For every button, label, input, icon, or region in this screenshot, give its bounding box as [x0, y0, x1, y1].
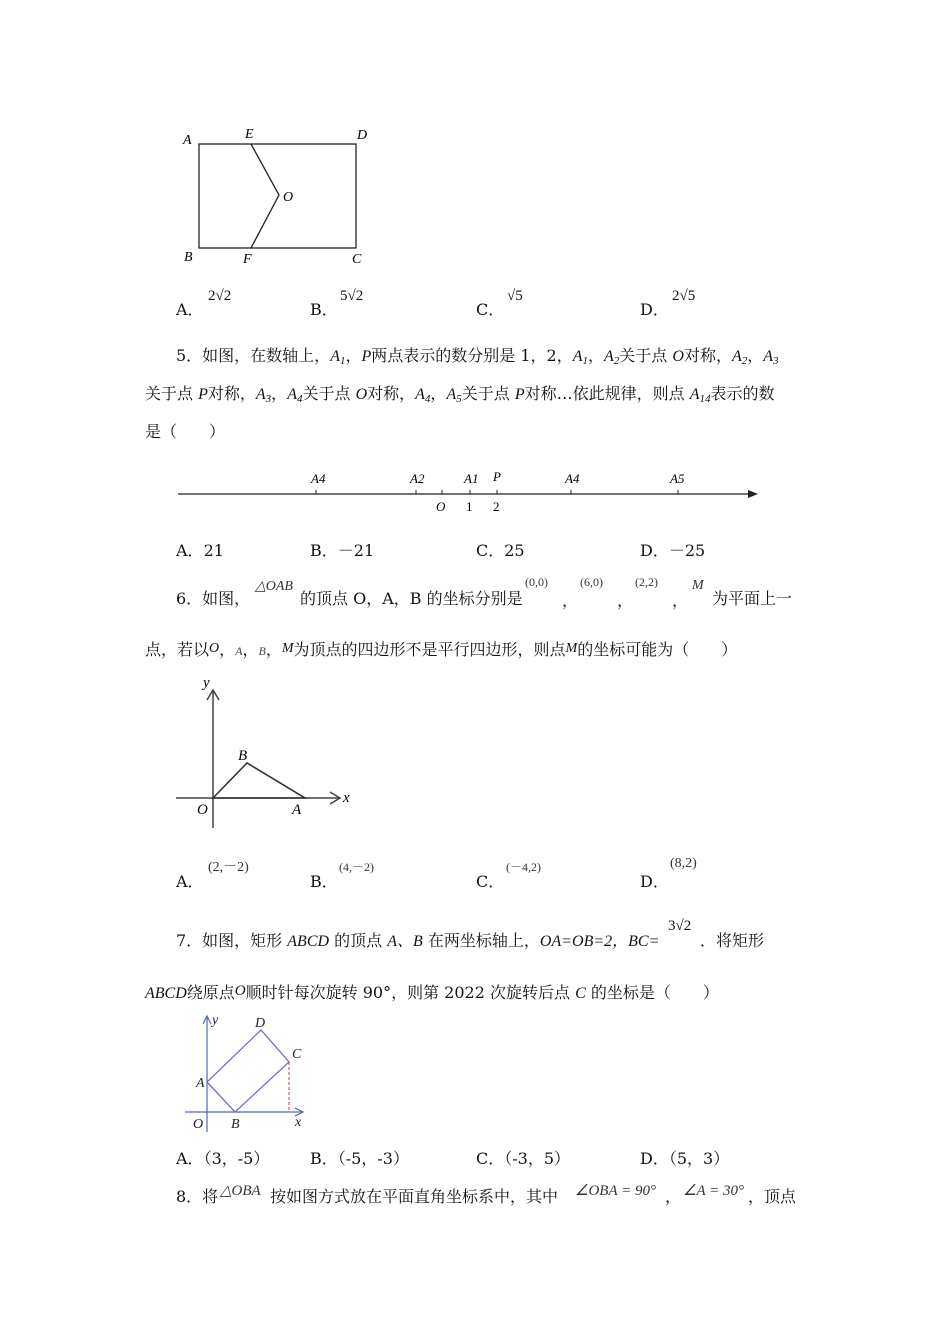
q6-triangle-oab: △OAB — [255, 579, 293, 594]
q6-line-1-mid: 的顶点 O，A，B 的坐标分别是 — [300, 589, 523, 608]
rectangle-figure — [175, 120, 385, 270]
axis-label-a4-right: A4 — [565, 471, 580, 486]
q4-option-b-value: 5√2 — [340, 288, 364, 304]
q6-coord-b: (2,2) — [635, 575, 658, 589]
q4-option-a: A． — [176, 300, 204, 319]
q7-vertex-d-label: D — [255, 1016, 266, 1031]
q7-origin-label: O — [193, 1117, 204, 1132]
q6-vertex-b-label: B — [238, 748, 248, 764]
q8-line-1-start: 8．将 — [176, 1187, 219, 1206]
q5-option-a: A．21 — [176, 541, 224, 560]
q6-line-1-start: 6．如图， — [176, 589, 251, 608]
q4-option-c: C． — [476, 300, 505, 319]
q6-comma-3: ， — [672, 591, 689, 610]
number-line-figure — [170, 466, 770, 520]
label-B: B — [184, 250, 193, 265]
axis-label-a4-left: A4 — [311, 471, 326, 486]
q6-origin-label: O — [197, 802, 208, 818]
q7-option-d: D．（5，3） — [640, 1149, 730, 1168]
q6-option-c: C． — [476, 872, 505, 891]
q7-axis-x-label: x — [295, 1115, 302, 1130]
q5-option-b: B．－21 — [310, 541, 375, 560]
q5-line-3: 是（ ） — [145, 422, 226, 441]
q5-line-2: 关于点 P对称，$A_3$，$A_4$关于点 O对称，$A_4$，$A_5$关于点 P对称…依此规律，则点 $A_{14}$表示的数 — [145, 384, 775, 405]
label-O: O — [283, 190, 294, 205]
label-C: C — [352, 252, 362, 267]
q6-option-b: B． — [310, 872, 338, 891]
label-A: A — [183, 133, 192, 148]
axis-tick-o: O — [436, 499, 446, 514]
q8-comma: ， — [665, 1187, 682, 1206]
q4-option-b: B． — [310, 300, 338, 319]
label-E: E — [245, 127, 254, 142]
q5-option-c: C．25 — [476, 541, 525, 560]
label-D: D — [357, 128, 368, 143]
axis-tick-1: 1 — [466, 499, 473, 514]
q6-line-1-end: 为平面上一 — [712, 589, 793, 608]
q7-option-b: B．（-5，-3） — [310, 1149, 409, 1168]
q6-option-b-value: (4,－2) — [339, 860, 374, 874]
q5-option-d: D．－25 — [640, 541, 706, 560]
q7-line-2: ABCD绕原点O顺时针每次旋转 90°，则第 2022 次旋转后点 C 的坐标是（ ） — [145, 983, 719, 1002]
q7-rectangle-figure — [185, 1010, 315, 1135]
axis-label-a1: A1 — [464, 471, 479, 486]
q6-option-d: D． — [640, 872, 669, 891]
q7-vertex-a-label: A — [196, 1076, 205, 1091]
q6-option-a: A． — [176, 872, 204, 891]
q6-option-c-value: (－4,2) — [506, 860, 541, 874]
q7-vertex-b-label: B — [231, 1117, 240, 1132]
q7-line-1: 7．如图，矩形 ABCD 的顶点 A、B 在两坐标轴上，OA=OB=2，BC= — [176, 931, 660, 950]
q7-line-1-end: ．将矩形 — [700, 931, 765, 950]
q6-comma-2: ， — [617, 591, 634, 610]
axis-tick-2: 2 — [493, 499, 500, 514]
q6-coordinate-figure — [170, 670, 370, 830]
axis-label-p: P — [493, 469, 501, 484]
label-F: F — [243, 252, 252, 267]
q6-vertex-a-label: A — [292, 802, 302, 818]
q6-coord-a: (6,0) — [580, 575, 603, 589]
q6-option-d-value: (8,2) — [670, 856, 697, 871]
q8-line-1-mid: 按如图方式放在平面直角坐标系中，其中 — [270, 1187, 559, 1206]
q6-coord-o: (0,0) — [525, 575, 548, 589]
q7-vertex-c-label: C — [292, 1047, 302, 1062]
q6-option-a-value: (2,－2) — [208, 860, 249, 875]
q8-angle-a: ∠A = 30° — [683, 1183, 744, 1199]
axis-label-a2: A2 — [410, 471, 425, 486]
q7-axis-y-label: y — [212, 1013, 219, 1028]
q7-option-c: C．（-3，5） — [476, 1149, 571, 1168]
q4-option-a-value: 2√2 — [208, 288, 232, 304]
q7-option-a: A．（3，-5） — [176, 1149, 270, 1168]
q5-line-1: 5．如图，在数轴上，$A_1$，P两点表示的数分别是 1，2，$A_1$，$A_2$关于点 O对称，$A_2$，$A_3$ — [176, 346, 779, 367]
q6-line-2: 点，若以O，A，B，M为顶点的四边形不是平行四边形，则点M的坐标可能为（ ） — [145, 640, 738, 659]
axis-label-a5: A5 — [670, 471, 685, 486]
q6-axis-x-label: x — [343, 790, 350, 806]
q8-line-1-end: ，顶点 — [748, 1187, 797, 1206]
q4-option-d: D． — [640, 300, 669, 319]
q7-bc-value: 3√2 — [668, 918, 692, 934]
q6-comma-1: ， — [562, 591, 579, 610]
q6-axis-y-label: y — [203, 675, 210, 691]
q4-option-d-value: 2√5 — [672, 288, 696, 304]
q4-option-c-value: √5 — [507, 288, 523, 304]
q8-triangle-oba: △OBA — [220, 1183, 261, 1199]
q6-point-m: M — [692, 578, 704, 593]
q8-angle-oba: ∠OBA = 90° — [575, 1183, 656, 1199]
